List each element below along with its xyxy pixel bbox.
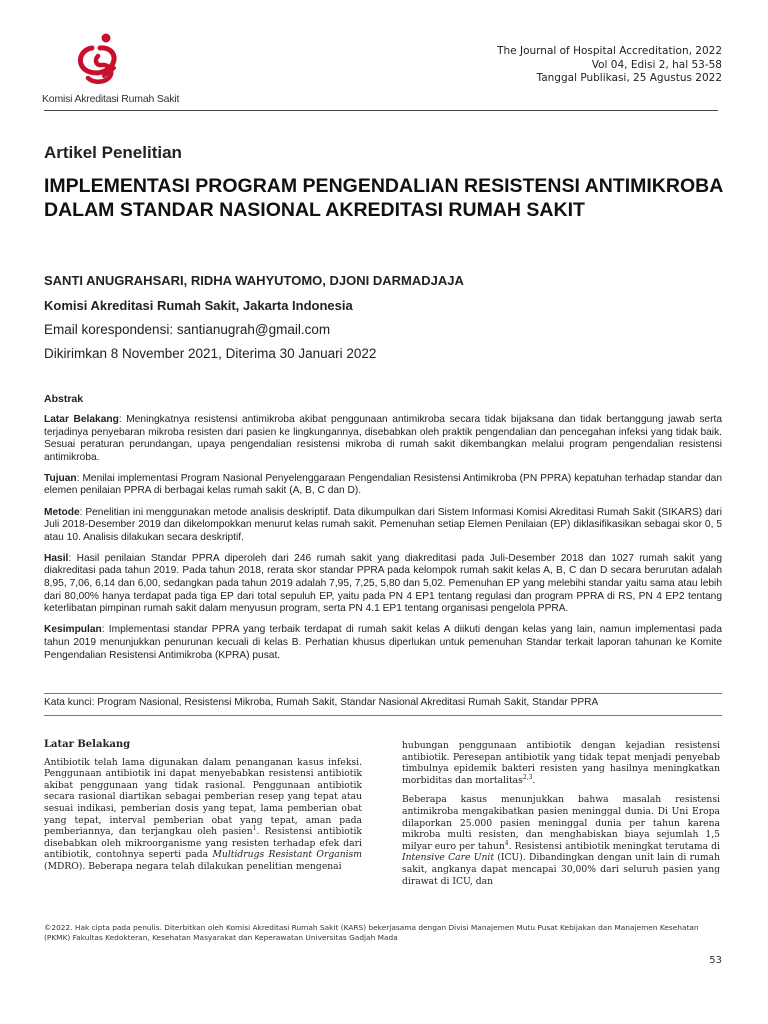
abstract-text: : Implementasi standar PPRA yang terbaik terdapat di rumah sakit kelas A diikuti dengan kelas yang lain, namun implementasi pada tahun 2019 menunjukkan penurunan kecuali di kelas B. Perhatian khusus diperlukan untuk pemenuhan Standar terkait laporan tahunan ke Komite Pengendalian Resistensi Antimikroba (KPRA) pusat. — [44, 624, 722, 661]
abstract-background — [44, 414, 722, 464]
body-text: (MDRO). Beberapa negara telah dilakukan penelitian mengenai — [44, 860, 342, 872]
body-italic-text: Multidrugs Resistant Organism — [212, 849, 362, 861]
kars-logo-emblem — [42, 30, 132, 92]
body-text: . Resistensi antibiotik disebabkan oleh mikroorganisme yang resisten terhadap efek dari antibiotik, contohnya seperti pada — [44, 826, 362, 861]
abstract-text: : Hasil penilaian Standar PPRA diperoleh dari 246 rumah sakit yang diakreditasi pada Juli-Desember 2018 dan 1027 rumah sakit yang diakreditasi pada tahun 2019. Pada tahun 2018, rerata skor standar PPRA pada kelompok rumah sakit kelas A, B, C dan D secara berurutan adalah 8,95, 7,06, 6,14 dan 6,00, sedangkan pada tahun 2019 adalah 7,95, 7,25, 5,80 dan 5,02. Pemenuhan EP yang melebihi standar yaitu sama atau lebih dari 80,00% hanya terdapat pada tiga EP dari total sepuluh EP, yaitu pada PN 4 EP1 tentang regulasi dan program PPRA di RS, PN 4 EP2 tentang keterlibatan pimpinan rumah sakit dalam menyusun program, serta PN 4.1 EP1 tentang organisasi pengelola PPRA. — [44, 552, 722, 615]
header-divider — [44, 110, 718, 111]
citation: 2,3 — [522, 773, 533, 781]
body-text: . Resistensi antibiotik meningkat terutama di — [508, 840, 720, 852]
correspondence-email: Email korespondensi: santianugrah@gmail.com — [44, 322, 331, 337]
body-column-left — [44, 739, 362, 881]
article-title: IMPLEMENTASI PROGRAM PENGENDALIAN RESISTENSI ANTIMIKROBA DALAM STANDAR NASIONAL AKREDITASI RUMAH SAKIT — [44, 175, 723, 221]
body-text: . — [532, 774, 536, 786]
article-affiliation: Komisi Akreditasi Rumah Sakit, Jakarta Indonesia — [44, 298, 353, 313]
body-column-right — [402, 740, 720, 895]
abstract-text: : Meningkatnya resistensi antimikroba akibat penggunaan antimikroba secara tidak bijaksana dan tidak bertanggung jawab serta terjadinya penyebaran mikroba resisten dari pasien ke lingkungannya, disebabkan oleh praktik pengendalian dan pencegahan infeksi yang tidak baik. Sesuai peraturan perundangan, upaya pengendalian resistensi mikroba di rumah sakit dikembangkan melalui program pengendalian resistensi antimikroba. — [44, 414, 722, 463]
journal-name: The Journal of Hospital Accreditation, 2022 — [497, 45, 722, 57]
abstract-objective — [44, 473, 722, 498]
abstract-method — [44, 507, 722, 545]
org-name: Komisi Akreditasi Rumah Sakit — [42, 93, 180, 105]
body-paragraph — [402, 740, 720, 786]
abstract-label: Hasil — [44, 552, 69, 564]
copyright-notice: ©2022. Hak cipta pada penulis. Diterbitkan oleh Komisi Akreditasi Rumah Sakit (KARS) bekerjasama dengan Divisi Manajemen Mutu Pusat Kebijakan dan Manajemen Kesehatan (PKMK) Fakultas Kedokteran, Kesehatan Masyarakat dan Keperawatan Universitas Gadjah Mada — [44, 923, 699, 943]
keywords-bottom-rule — [44, 715, 722, 716]
citation: 1 — [252, 825, 257, 833]
abstract-conclusion — [44, 624, 722, 662]
keywords: Kata kunci: Program Nasional, Resistensi Mikroba, Rumah Sakit, Standar Nasional Akreditasi Rumah Sakit, Standar PPRA — [44, 697, 599, 708]
section-heading: Latar Belakang — [44, 739, 131, 750]
journal-info — [497, 45, 722, 86]
publication-date: Tanggal Publikasi, 25 Agustus 2022 — [536, 72, 722, 84]
submission-dates: Dikirimkan 8 November 2021, Diterima 30 Januari 2022 — [44, 346, 377, 361]
citation: 4 — [504, 839, 509, 847]
kars-logo — [42, 30, 202, 106]
body-paragraph — [44, 757, 362, 873]
body-text: (ICU). Dibandingkan dengan unit lain di rumah sakit, angkanya dapat mencapai 30,00% dari seluruh pasien yang dirawat di ICU, dan — [402, 852, 721, 887]
article-authors: SANTI ANUGRAHSARI, RIDHA WAHYUTOMO, DJONI DARMADJAJA — [44, 273, 464, 288]
abstract-label: Tujuan — [44, 472, 77, 484]
abstract-label: Kesimpulan — [44, 624, 102, 636]
body-paragraph — [402, 794, 720, 887]
body-text: Antibiotik telah lama digunakan dalam penanganan kasus infeksi. Penggunaan antibiotik ini dapat menyebabkan resistensi antibiotik akibat penggunaan yang tidak rasional. Penggunaan antibiotik secara rasional diartikan sebagai pemberian resep yang tepat atau sesuai indikasi, pemberian dosis yang tepat, lama pemberian obat yang tepat, interval pemberian obat yang tepat, aman pada pemberiannya, dan terjangkau oleh pasien — [44, 756, 362, 838]
keywords-top-rule — [44, 693, 722, 694]
abstract-text: : Menilai implementasi Program Nasional Penyelenggaraan Pengendalian Resistensi Antimikroba (PN PPRA) kepatuhan terhadap standar dan elemen penilaian PPRA di berbagai kelas rumah sakit (A, B, C dan D). — [44, 472, 722, 497]
body-text: hubungan penggunaan antibiotik dengan kejadian resistensi antibiotik. Peresepan antibiotik yang tidak tepat menjadi penyebab timbulnya epidemik bakteri resisten yang hasilnya meningkatkan morbiditas dan mortalitas — [402, 740, 720, 786]
page-number: 53 — [709, 955, 722, 966]
abstract-text: : Penelitian ini menggunakan metode analisis deskriptif. Data dikumpulkan dari Sistem Informasi Komisi Akreditasi Rumah Sakit (SIKARS) dari Juli 2018-Desember 2019 dan dikelompokkan menurut kelas rumah sakit. Pemenuhan setiap Elemen Penilaian (EP) diklasifikasikan sebagai skor 0, 5 atau 10. Analisis dilakukan secara deskriptif. — [44, 506, 722, 543]
journal-volume: Vol 04, Edisi 2, hal 53-58 — [591, 58, 722, 71]
body-text: Beberapa kasus menunjukkan bahwa masalah resistensi antimikroba mengakibatkan pasien meninggal dunia. Di Uni Eropa dilaporkan 25.000 pasien meninggal dunia per tahun karena mikroba multi resisten, dan menghabiskan biaya sejumlah 1,5 milyar euro per tahun — [402, 794, 720, 852]
body-italic-text: Intensive Care Unit — [402, 852, 495, 864]
abstract-label: Metode — [44, 506, 80, 518]
abstract-results — [44, 553, 722, 616]
abstract-body — [44, 414, 722, 671]
article-kind: Artikel Penelitian — [44, 143, 182, 162]
abstract-heading: Abstrak — [44, 393, 84, 405]
abstract-label: Latar Belakang — [44, 414, 119, 425]
